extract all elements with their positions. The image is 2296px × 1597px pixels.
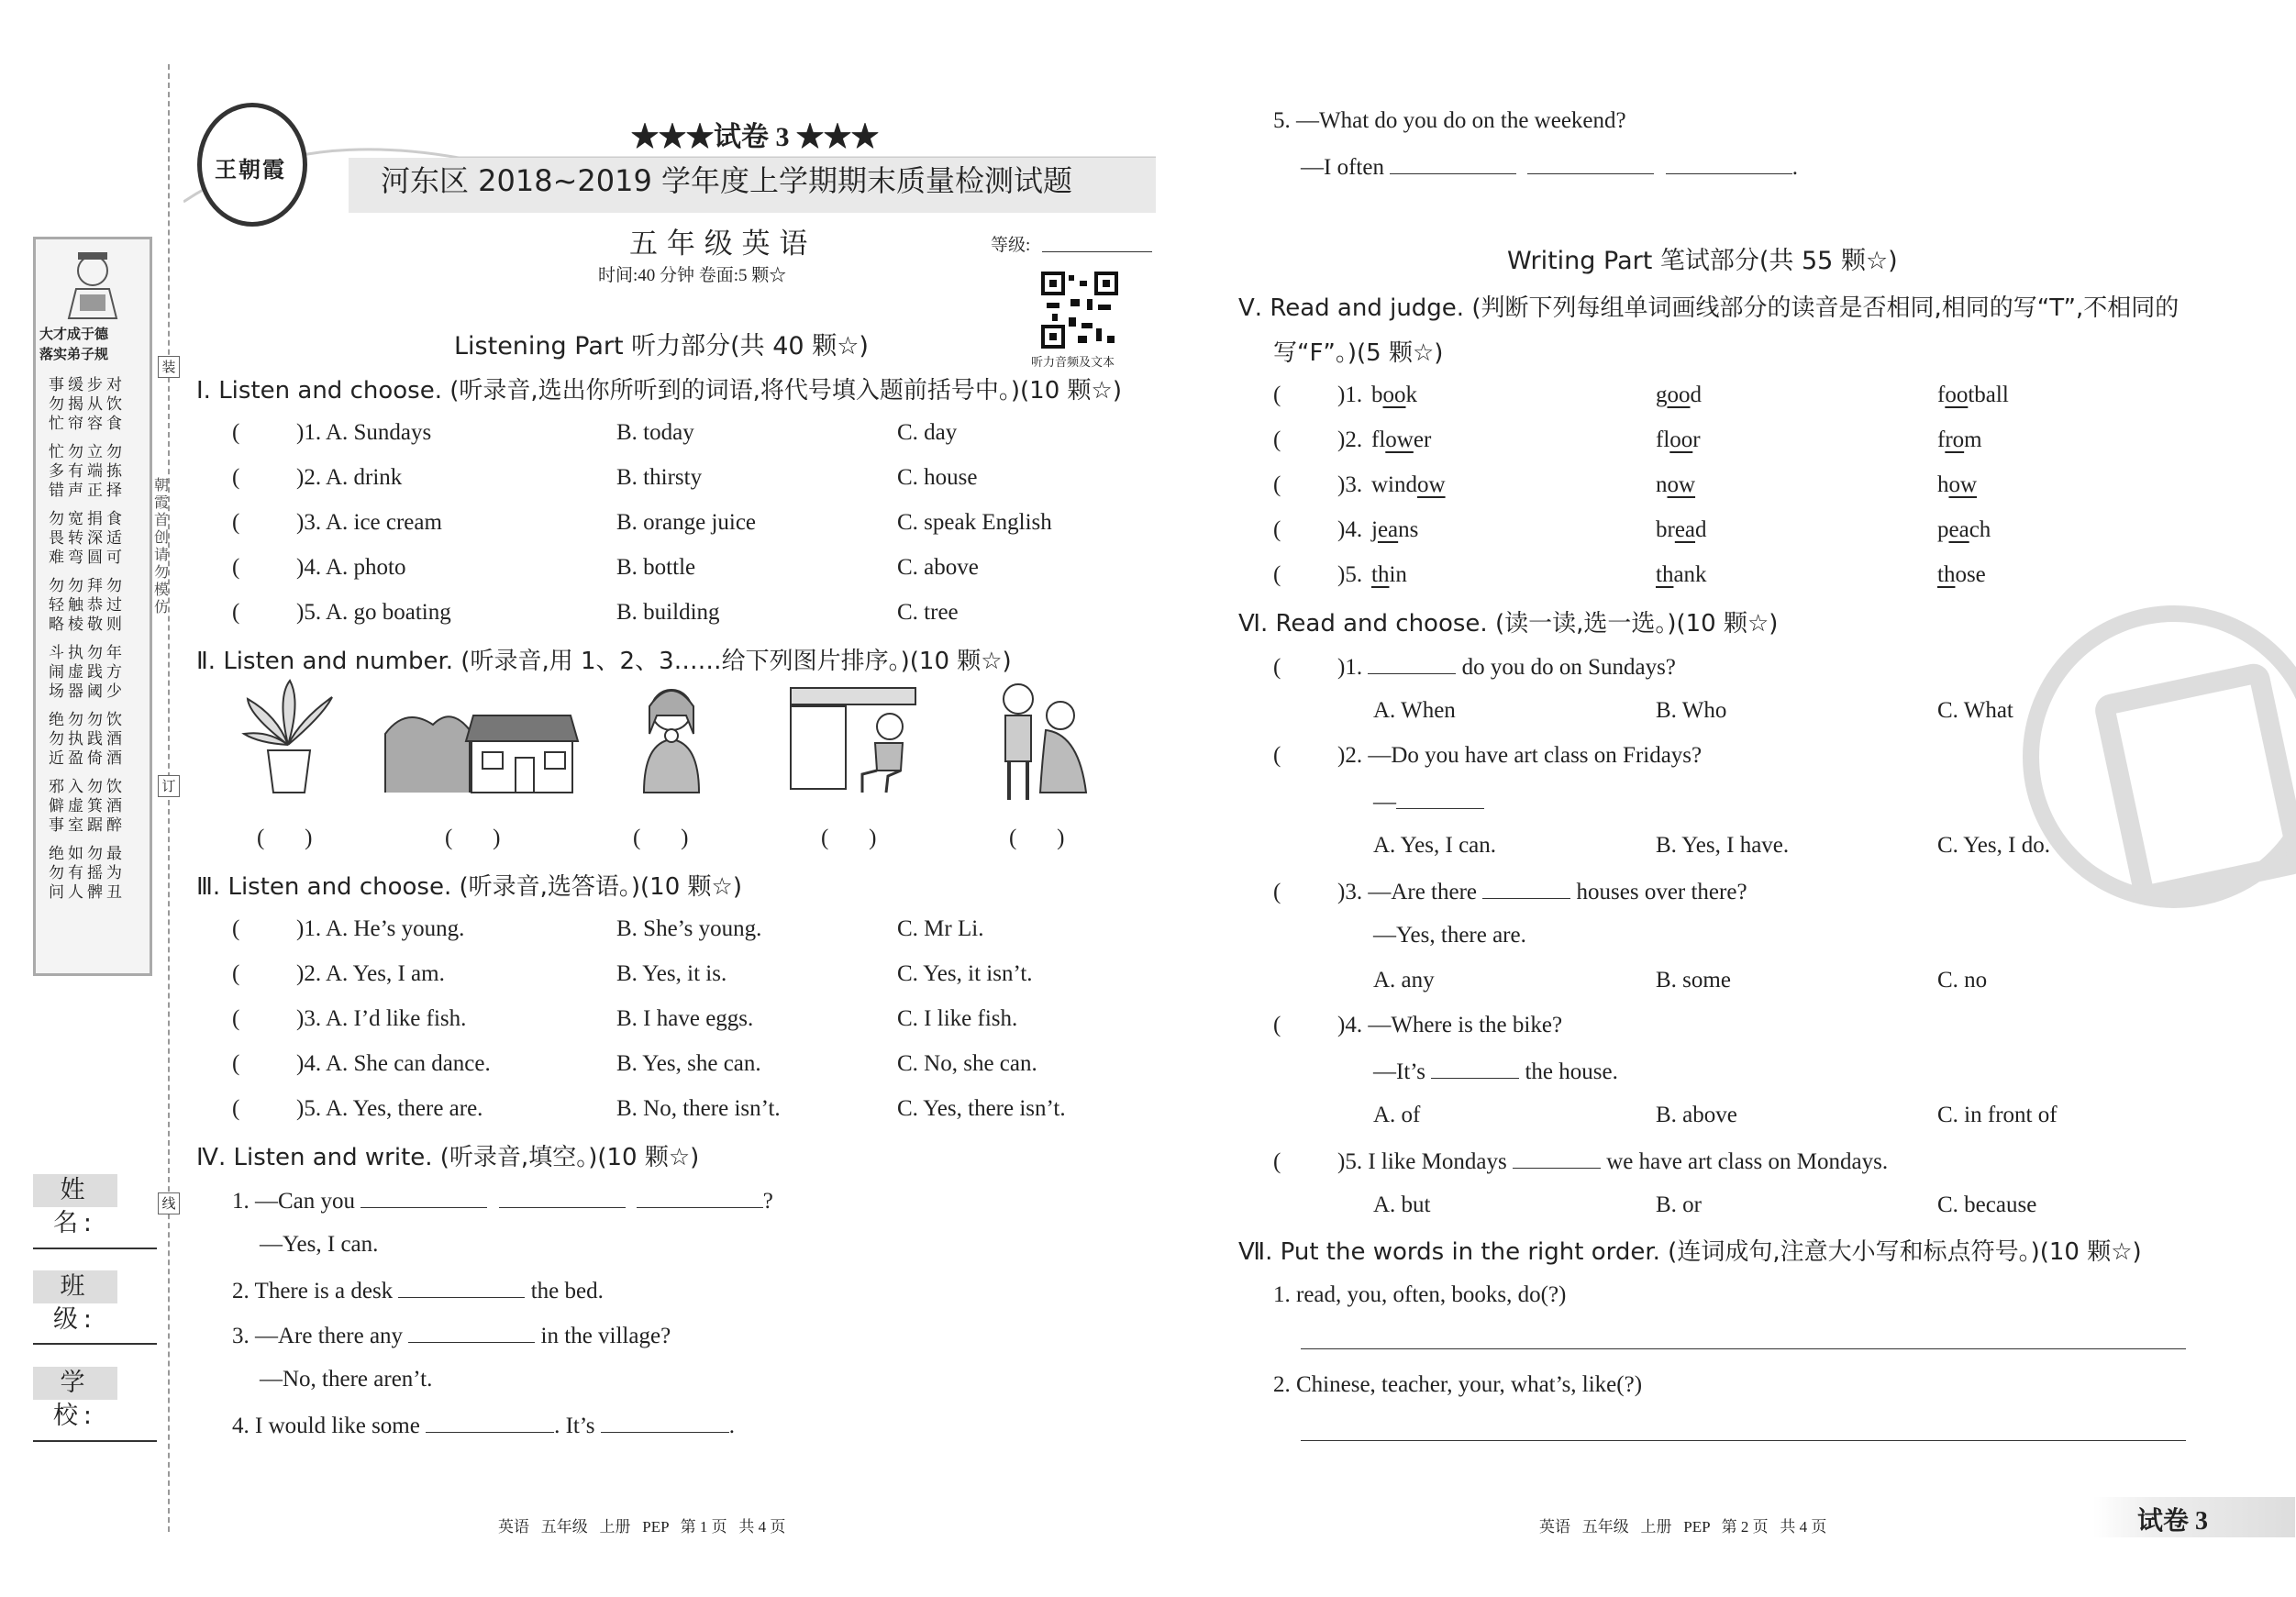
section-3-heading: Ⅲ. Listen and choose. (听录音,选答语。)(10 颗☆) <box>196 873 742 901</box>
option-b: B. Yes, she can. <box>616 1051 761 1076</box>
blank-field[interactable] <box>398 1271 525 1298</box>
listen-response-item <box>232 911 464 948</box>
option-a: )5. A. go boating <box>296 600 451 625</box>
option-b: B. Yes, it is. <box>616 961 727 986</box>
word-part: j <box>1371 517 1378 542</box>
section-5-heading: Ⅴ. Read and judge. (判断下列每组单词画线部分的读音是否相同,相同的写“T”,不相同的 <box>1238 294 2180 322</box>
blank-field[interactable] <box>1527 148 1654 174</box>
option-c: C. Yes, I do. <box>1937 833 2050 858</box>
choose-q3: ( )3. —Are there houses over there? <box>1273 872 1747 909</box>
blank-field[interactable] <box>1368 648 1456 674</box>
writing-title: Writing Part 笔试部分(共 55 颗☆) <box>1507 247 1898 275</box>
proverb-line: 场器阈少 <box>49 682 126 700</box>
option-c: C. I like fish. <box>897 1006 1018 1031</box>
grade-field[interactable] <box>1042 251 1152 252</box>
word-part: wind <box>1371 472 1417 497</box>
underlined-letters: ro <box>1945 427 1965 452</box>
blank-field[interactable] <box>1396 782 1484 809</box>
listen-choose-item <box>232 594 451 631</box>
underlined-letters: oo <box>1667 383 1691 407</box>
section-6-heading: Ⅵ. Read and choose. (读一读,选一选。)(10 颗☆) <box>1238 610 1779 638</box>
underlined-letters: oo <box>1382 383 1406 407</box>
proverb-line: 斗执勿年 <box>49 644 126 661</box>
judge-number: )3. <box>1337 472 1363 497</box>
option-a: A. any <box>1373 968 1435 993</box>
judge-word-a <box>1371 422 1431 459</box>
word-part: d <box>1695 517 1707 542</box>
proverb-line: 勿执践酒 <box>49 730 126 748</box>
picture-answer-paren[interactable]: ( ) <box>257 826 313 850</box>
picture-answer-paren[interactable]: ( ) <box>445 826 501 850</box>
answer-paren[interactable]: ( <box>1273 517 1281 542</box>
seal-mark-3: 线 <box>158 1192 180 1214</box>
word-part: k <box>1405 383 1417 407</box>
word-part: fl <box>1656 427 1670 452</box>
order-q1: 1. read, you, often, books, do(?) <box>1273 1282 1567 1307</box>
scholar-icon <box>56 247 129 320</box>
word-part: ch <box>1969 517 1991 542</box>
write-q3-answer: —No, there aren’t. <box>260 1367 433 1392</box>
judge-word-c <box>1937 422 1982 459</box>
motto-panel <box>33 237 152 976</box>
blank-field[interactable] <box>1482 872 1570 899</box>
option-c: C. speak English <box>897 510 1052 535</box>
proverb-line: 忙帘容食 <box>49 415 126 432</box>
motto-top: 大才成于德 <box>39 326 109 342</box>
picture-answer-paren[interactable]: ( ) <box>1009 826 1065 850</box>
word-part: g <box>1656 383 1668 407</box>
children-picture <box>991 679 1092 807</box>
underlined-letters: th <box>1937 562 1956 587</box>
boy-sitting-picture <box>789 679 917 798</box>
choose-q2-answer: — <box>1373 782 1484 819</box>
judge-word-b <box>1656 377 1702 414</box>
answer-paren[interactable]: ( <box>232 420 240 445</box>
underlined-letters: ea <box>1674 517 1696 542</box>
proverb-line: 事缓步对 <box>49 376 126 394</box>
answer-paren[interactable]: ( <box>232 1096 240 1121</box>
judge-item <box>1273 512 1362 549</box>
proverb-line: 闹虚践方 <box>49 663 126 681</box>
choose-q5: ( )5. I like Mondays we have art class on Mondays. <box>1273 1142 1888 1179</box>
judge-number: )1. <box>1337 383 1363 407</box>
write-q3: 3. —Are there any in the village? <box>232 1316 671 1353</box>
footer-left: 英语 五年级 上册 PEP 第 1 页 共 4 页 <box>498 1518 786 1536</box>
option-b: B. orange juice <box>616 510 757 535</box>
answer-paren[interactable]: ( <box>232 600 240 625</box>
judge-word-a <box>1371 557 1407 593</box>
underlined-letters: oo <box>1945 383 1969 407</box>
option-c: C. house <box>897 465 978 490</box>
binding-line <box>168 64 170 1532</box>
page-badge <box>2093 1497 2295 1537</box>
option-b: B. Who <box>1656 698 1727 723</box>
section-2-heading: Ⅱ. Listen and number. (听录音,用 1、2、3……给下列图片排序。)(10 颗☆) <box>196 648 1012 675</box>
judge-item <box>1273 377 1362 414</box>
section-4-heading: Ⅳ. Listen and write. (听录音,填空。)(10 颗☆) <box>196 1144 700 1171</box>
judge-word-c <box>1937 467 1977 504</box>
time-info: 时间:40 分钟 卷面:5 颗☆ <box>598 266 787 285</box>
blank-field[interactable] <box>1431 1052 1519 1079</box>
proverb-line: 僻虚箕酒 <box>49 797 126 815</box>
judge-word-a <box>1371 377 1417 414</box>
watermark-seal <box>2023 605 2296 908</box>
vertical-notice: 朝霞首创 请勿模仿 <box>154 478 170 616</box>
word-part: er <box>1413 427 1432 452</box>
word-part: in <box>1389 562 1407 587</box>
proverb-line: 忙勿立勿 <box>49 443 126 460</box>
answer-paren[interactable]: ( <box>232 510 240 535</box>
answer-paren[interactable]: ( <box>232 916 240 941</box>
option-a: A. Yes, I can. <box>1373 833 1497 858</box>
underlined-letters: ow <box>1948 472 1978 497</box>
choose-q4-answer: —It’s the house. <box>1373 1052 1618 1089</box>
judge-word-a <box>1371 512 1418 549</box>
judge-word-a <box>1371 467 1446 504</box>
judge-number: )2. <box>1337 427 1363 452</box>
word-part: f <box>1937 383 1946 407</box>
listening-title: Listening Part 听力部分(共 40 颗☆) <box>454 332 869 360</box>
answer-paren[interactable]: ( <box>232 555 240 580</box>
proverb-line: 多有端拣 <box>49 462 126 480</box>
proverb-line: 轻触恭过 <box>49 596 126 614</box>
option-a: )3. A. I’d like fish. <box>296 1006 467 1031</box>
judge-word-b <box>1656 557 1707 593</box>
section-1-heading: Ⅰ. Listen and choose. (听录音,选出你所听到的词语,将代号填入题前括号中。)(10 颗☆) <box>196 377 1122 405</box>
underlined-letters: ea <box>1377 517 1399 542</box>
option-c: C. in front of <box>1937 1103 2058 1127</box>
proverb-line: 绝勿勿饮 <box>49 711 126 728</box>
qr-caption: 听力音频及文本 <box>1031 355 1115 369</box>
option-a: )2. A. Yes, I am. <box>296 961 445 986</box>
option-c: C. no <box>1937 968 1988 993</box>
option-a: )3. A. ice cream <box>296 510 442 535</box>
blank-field[interactable] <box>499 1181 626 1208</box>
blank-field[interactable] <box>601 1406 729 1433</box>
grade-label: 等级: <box>991 236 1031 255</box>
option-b: B. bottle <box>616 555 696 580</box>
proverb-line: 勿有摇为 <box>49 864 126 882</box>
main-title: 河东区 2018~2019 学年度上学期期末质量检测试题 <box>381 163 1073 198</box>
option-a: )5. A. Yes, there are. <box>296 1096 483 1121</box>
blank-field[interactable] <box>426 1406 554 1433</box>
underlined-letters: th <box>1656 562 1674 587</box>
picture-answer-paren[interactable]: ( ) <box>821 826 877 850</box>
answer-paren[interactable]: ( <box>1273 472 1281 497</box>
proverb-line: 勿宽捐食 <box>49 510 126 527</box>
option-a: )2. A. drink <box>296 465 403 490</box>
underlined-letters: ow <box>1385 427 1414 452</box>
word-part: n <box>1656 472 1668 497</box>
listen-response-item <box>232 956 445 993</box>
series-label: ★★★试卷 3 ★★★ <box>631 122 879 152</box>
option-c: C. because <box>1937 1192 2037 1217</box>
choose-q4: ( )4. —Where is the bike? <box>1273 1013 1563 1037</box>
option-c: C. tree <box>897 600 959 625</box>
class-label: 班 级: <box>33 1270 117 1303</box>
seal-mark-2: 订 <box>158 775 180 797</box>
blank-field[interactable] <box>360 1181 487 1208</box>
section-7-heading: Ⅶ. Put the words in the right order. (连词成句,注意大小写和标点符号。)(10 颗☆) <box>1238 1238 2142 1266</box>
answer-paren[interactable]: ( <box>232 961 240 986</box>
listen-choose-item <box>232 505 442 541</box>
subject-title: 五 年 级 英 语 <box>629 227 808 261</box>
underlined-letters: ea <box>1948 517 1969 542</box>
word-part: ns <box>1398 517 1419 542</box>
option-b: B. She’s young. <box>616 916 762 941</box>
word-part: f <box>1937 427 1946 452</box>
option-a: )1. A. Sundays <box>296 420 432 445</box>
word-part: m <box>1964 427 1982 452</box>
option-a: A. of <box>1373 1103 1421 1127</box>
footer-right: 英语 五年级 上册 PEP 第 2 页 共 4 页 <box>1539 1518 1827 1536</box>
listen-choose-item <box>232 415 431 451</box>
word-part: r <box>1692 427 1701 452</box>
option-b: B. some <box>1656 968 1731 993</box>
write-q5-answer: —I often . <box>1301 148 1798 184</box>
underlined-letters: ow <box>1667 472 1696 497</box>
write-q2: 2. There is a desk the bed. <box>232 1271 604 1308</box>
answer-line-1[interactable] <box>1301 1348 2186 1349</box>
judge-item <box>1273 467 1362 504</box>
proverb-line: 绝如勿最 <box>49 845 126 862</box>
underlined-letters: ow <box>1417 472 1446 497</box>
word-part: ank <box>1673 562 1707 587</box>
judge-word-b <box>1656 422 1701 459</box>
proverb-line: 错声正择 <box>49 482 126 499</box>
word-part: tball <box>1968 383 2009 407</box>
picture-answer-paren[interactable]: ( ) <box>633 826 689 850</box>
underlined-letters: oo <box>1669 427 1693 452</box>
proverb-line: 近盈倚酒 <box>49 749 126 767</box>
word-part: br <box>1656 517 1675 542</box>
answer-paren[interactable]: ( <box>1273 562 1281 587</box>
option-b: B. building <box>616 600 720 625</box>
option-a: )1. A. He’s young. <box>296 916 465 941</box>
answer-paren[interactable]: ( <box>1273 427 1281 452</box>
motto-bottom: 落实弟子规 <box>39 346 109 362</box>
word-part: fl <box>1371 427 1386 452</box>
word-part: h <box>1937 472 1949 497</box>
name-field[interactable] <box>33 1248 157 1249</box>
listen-choose-item <box>232 549 405 586</box>
proverb-list <box>49 375 140 911</box>
option-c: C. What <box>1937 698 2013 723</box>
option-c: C. day <box>897 420 958 445</box>
option-a: )4. A. photo <box>296 555 406 580</box>
listen-response-item <box>232 1046 491 1082</box>
option-c: C. Yes, it isn’t. <box>897 961 1033 986</box>
listen-choose-item <box>232 460 402 496</box>
blank-field[interactable] <box>637 1181 763 1208</box>
choose-q2: ( )2. —Do you have art class on Fridays? <box>1273 743 1703 768</box>
word-part: ose <box>1955 562 1986 587</box>
proverb-line: 事室踞醉 <box>49 816 126 834</box>
school-label: 学 校: <box>33 1367 117 1400</box>
judge-word-c <box>1937 512 1991 549</box>
option-c: C. above <box>897 555 979 580</box>
option-b: B. Yes, I have. <box>1656 833 1790 858</box>
plant-picture <box>240 679 337 798</box>
proverb-line: 畏转深适 <box>49 529 126 547</box>
option-b: B. No, there isn’t. <box>616 1096 781 1121</box>
brand-logo <box>197 103 307 227</box>
judge-word-c <box>1937 377 2009 414</box>
choose-q3-answer: —Yes, there are. <box>1373 923 1526 948</box>
write-q1-answer: —Yes, I can. <box>260 1232 379 1257</box>
section-5-heading-cont: 写“F”。)(5 颗☆) <box>1273 339 1444 367</box>
option-a: A. but <box>1373 1192 1431 1217</box>
proverb-line: 问人髀丑 <box>49 883 126 901</box>
judge-item <box>1273 557 1362 593</box>
judge-word-c <box>1937 557 1986 593</box>
answer-paren[interactable]: ( <box>1273 383 1281 407</box>
judge-item <box>1273 422 1362 459</box>
proverb-line: 勿勿拜勿 <box>49 577 126 594</box>
choose-q1: ( )1. do you do on Sundays? <box>1273 648 1676 684</box>
word-part: b <box>1371 383 1383 407</box>
blank-field[interactable] <box>1513 1142 1601 1169</box>
option-b: B. above <box>1656 1103 1737 1127</box>
logo-text: 王朝霞 <box>215 159 286 183</box>
proverb-line: 难弯圆可 <box>49 549 126 566</box>
answer-line-2[interactable] <box>1301 1440 2186 1441</box>
blank-field[interactable] <box>1390 148 1516 174</box>
option-b: B. today <box>616 420 694 445</box>
badge-text: 试卷 3 <box>2137 1507 2209 1536</box>
write-q1: 1. —Can you ? <box>232 1181 773 1218</box>
judge-word-b <box>1656 467 1695 504</box>
listen-response-item <box>232 1091 482 1127</box>
proverb-line: 勿揭从饮 <box>49 395 126 413</box>
class-field[interactable] <box>33 1343 157 1345</box>
option-b: B. or <box>1656 1192 1702 1217</box>
name-label: 姓 名: <box>33 1174 117 1207</box>
seal-mark-1: 装 <box>158 356 180 378</box>
house-picture <box>378 679 580 798</box>
option-c: C. Mr Li. <box>897 916 984 941</box>
option-a: )4. A. She can dance. <box>296 1051 491 1076</box>
blank-field[interactable] <box>408 1316 535 1343</box>
answer-paren[interactable]: ( <box>232 1006 240 1031</box>
judge-word-b <box>1656 512 1707 549</box>
answer-paren[interactable]: ( <box>232 465 240 490</box>
option-c: C. No, she can. <box>897 1051 1037 1076</box>
write-q5: 5. —What do you do on the weekend? <box>1273 108 1626 133</box>
option-b: B. I have eggs. <box>616 1006 754 1031</box>
proverb-line: 邪入勿饮 <box>49 778 126 795</box>
judge-number: )4. <box>1337 517 1363 542</box>
school-field[interactable] <box>33 1440 157 1442</box>
word-part: p <box>1937 517 1949 542</box>
option-b: B. thirsty <box>616 465 703 490</box>
write-q4: 4. I would like some . It’s . <box>232 1406 735 1443</box>
girl-eating-picture <box>631 679 714 798</box>
option-c: C. Yes, there isn’t. <box>897 1096 1066 1121</box>
order-q2: 2. Chinese, teacher, your, what’s, like(?) <box>1273 1372 1643 1397</box>
listen-response-item <box>232 1001 466 1037</box>
proverb-line: 略棱敬则 <box>49 616 126 633</box>
underlined-letters: th <box>1371 562 1390 587</box>
answer-paren[interactable]: ( <box>232 1051 240 1076</box>
blank-field[interactable] <box>1666 148 1792 174</box>
qr-code-icon[interactable] <box>1041 272 1118 349</box>
word-part: d <box>1690 383 1702 407</box>
option-a: A. When <box>1373 698 1456 723</box>
judge-number: )5. <box>1337 562 1363 587</box>
